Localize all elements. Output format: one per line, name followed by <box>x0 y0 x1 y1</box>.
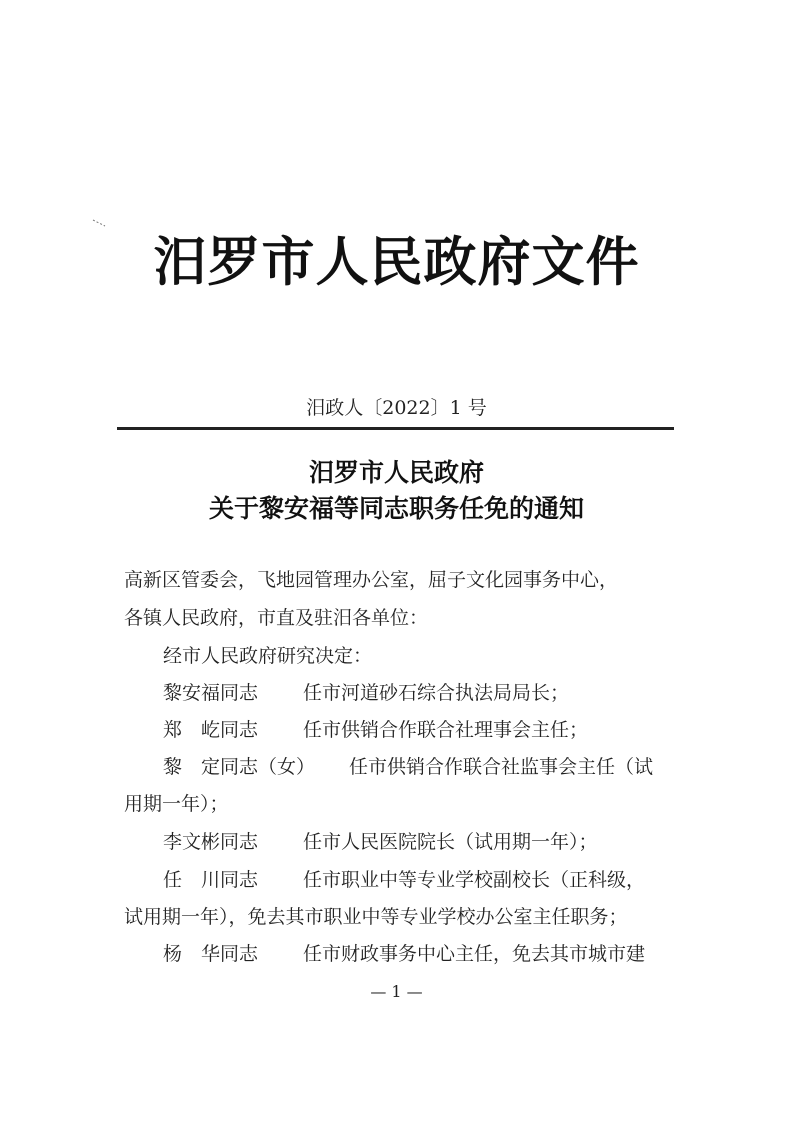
appointment-continuation: 试用期一年），免去其市职业中等专业学校办公室主任职务； <box>124 906 628 928</box>
appointee-name: 郑 屹同志 <box>163 719 259 741</box>
appointee-name: 任 川同志 <box>163 869 259 891</box>
document-header-title: 汨罗市人民政府文件 <box>153 231 640 293</box>
notice-title-line1: 汨罗市人民政府 <box>308 458 484 487</box>
appointment-duty: 任市人民医院院长（试用期一年）； <box>303 831 598 853</box>
appointee-name: 李文彬同志 <box>163 831 259 853</box>
appointment-item <box>163 828 598 856</box>
appointment-continuation: 用期一年）； <box>124 793 229 815</box>
notice-title-line2: 关于黎安福等同志职务任免的通知 <box>208 494 584 523</box>
intro-text: 经市人民政府研究决定： <box>163 645 373 667</box>
appointment-item <box>163 753 653 781</box>
document-number: 汨政人〔2022〕1 号 <box>306 397 487 419</box>
appointment-item <box>163 940 645 968</box>
appointment-duty: 任市供销合作联合社监事会主任（试 <box>349 756 654 778</box>
appointee-name: 黎安福同志 <box>163 682 259 704</box>
appointment-duty: 任市河道砂石综合执法局局长； <box>303 682 570 704</box>
appointee-name: 杨 华同志 <box>163 943 259 965</box>
appointment-duty: 任市供销合作联合社理事会主任； <box>303 719 589 741</box>
appointment-item <box>163 716 588 744</box>
appointment-duty: 任市职业中等专业学校副校长（正科级， <box>303 869 646 891</box>
appointment-duty: 任市财政事务中心主任，免去其市城市建 <box>303 943 646 965</box>
header-divider <box>117 427 674 430</box>
appointment-item <box>163 866 645 894</box>
addressee-line2: 各镇人民政府，市直及驻汨各单位： <box>124 607 429 629</box>
appointment-item <box>163 679 569 707</box>
addressee-line1: 高新区管委会，飞地园管理办公室，屈子文化园事务中心， <box>124 569 619 591</box>
appointee-name: 黎 定同志（女） <box>163 756 316 778</box>
page-number: — 1 — <box>370 982 423 1001</box>
